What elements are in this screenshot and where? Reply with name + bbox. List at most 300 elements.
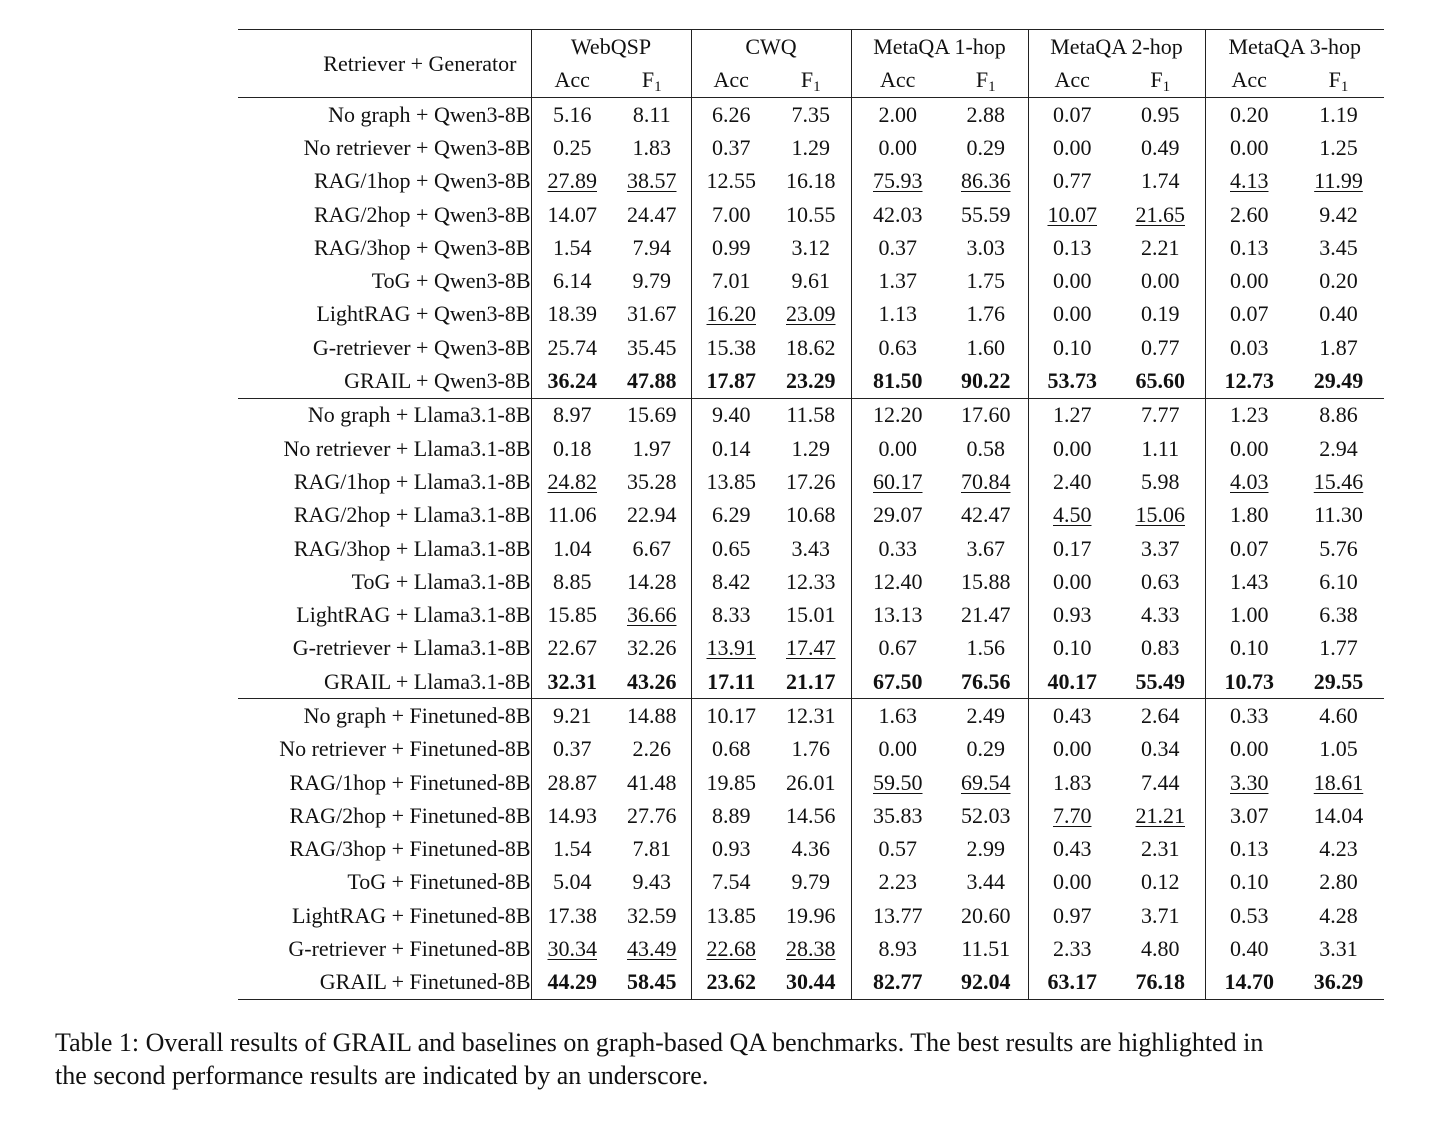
value-cell bbox=[691, 899, 771, 932]
value-cell bbox=[851, 966, 944, 1000]
value-text: 22.67 bbox=[547, 635, 597, 661]
table-row bbox=[238, 565, 1384, 598]
value-cell bbox=[1293, 131, 1384, 164]
value-text: 15.88 bbox=[961, 568, 1011, 594]
value-text: 16.18 bbox=[786, 168, 836, 194]
value-cell bbox=[1028, 198, 1116, 231]
value-text: 65.60 bbox=[1135, 368, 1185, 394]
value-text: 41.48 bbox=[627, 769, 677, 795]
value-text: 0.49 bbox=[1141, 134, 1180, 160]
method-cell: LightRAG + Qwen3-8B bbox=[238, 298, 531, 331]
table-row bbox=[238, 866, 1384, 899]
value-cell bbox=[1293, 733, 1384, 766]
value-text: 7.54 bbox=[712, 869, 751, 895]
value-cell bbox=[944, 231, 1028, 264]
value-text: 3.30 bbox=[1230, 769, 1269, 795]
value-text: 0.17 bbox=[1053, 535, 1092, 561]
value-text: 11.58 bbox=[786, 402, 836, 428]
value-cell bbox=[531, 131, 613, 164]
value-cell bbox=[851, 598, 944, 631]
value-text: 1.00 bbox=[1230, 602, 1269, 628]
value-cell bbox=[691, 632, 771, 665]
value-text: 76.56 bbox=[961, 668, 1011, 694]
value-text: 12.33 bbox=[786, 568, 836, 594]
value-cell bbox=[531, 98, 613, 132]
metric-f-label: F bbox=[975, 67, 989, 92]
value-text: 7.94 bbox=[632, 234, 671, 260]
value-text: 13.91 bbox=[706, 635, 756, 661]
value-text: 0.95 bbox=[1141, 101, 1180, 127]
value-cell bbox=[531, 432, 613, 465]
value-cell bbox=[531, 264, 613, 297]
value-text: 17.60 bbox=[961, 402, 1011, 428]
value-text: 35.28 bbox=[627, 468, 677, 494]
value-text: 38.57 bbox=[627, 168, 677, 194]
method-cell: RAG/3hop + Finetuned-8B bbox=[238, 833, 531, 866]
value-text: 1.80 bbox=[1230, 502, 1269, 528]
table-row bbox=[238, 298, 1384, 331]
value-text: 4.50 bbox=[1053, 502, 1092, 528]
value-cell bbox=[1028, 833, 1116, 866]
value-text: 11.06 bbox=[547, 502, 597, 528]
value-cell bbox=[1028, 131, 1116, 164]
value-cell bbox=[1028, 733, 1116, 766]
value-text: 0.37 bbox=[553, 736, 592, 762]
value-cell bbox=[1293, 699, 1384, 733]
value-text: 0.00 bbox=[1230, 736, 1269, 762]
value-cell bbox=[691, 799, 771, 832]
table-row bbox=[238, 231, 1384, 264]
value-cell bbox=[691, 665, 771, 699]
metric-header-f1 bbox=[1116, 63, 1205, 98]
value-cell bbox=[1293, 766, 1384, 799]
value-text: 4.13 bbox=[1230, 168, 1269, 194]
value-cell bbox=[1293, 932, 1384, 965]
value-text: 10.73 bbox=[1224, 668, 1274, 694]
table-header bbox=[238, 30, 1384, 98]
value-cell bbox=[531, 465, 613, 498]
value-cell bbox=[771, 733, 851, 766]
value-text: 3.71 bbox=[1141, 902, 1180, 928]
value-cell bbox=[851, 398, 944, 432]
value-text: 0.83 bbox=[1141, 635, 1180, 661]
value-cell bbox=[1205, 532, 1293, 565]
value-text: 1.04 bbox=[553, 535, 592, 561]
value-cell bbox=[1205, 632, 1293, 665]
value-cell bbox=[613, 98, 691, 132]
value-cell bbox=[531, 799, 613, 832]
value-text: 8.42 bbox=[712, 568, 751, 594]
value-cell bbox=[944, 364, 1028, 398]
value-text: 0.29 bbox=[966, 134, 1005, 160]
value-text: 13.77 bbox=[873, 902, 923, 928]
value-text: 0.07 bbox=[1230, 535, 1269, 561]
value-cell bbox=[944, 699, 1028, 733]
value-text: 12.55 bbox=[706, 168, 756, 194]
value-cell bbox=[691, 532, 771, 565]
value-cell bbox=[1293, 465, 1384, 498]
value-text: 29.49 bbox=[1313, 368, 1364, 394]
value-cell bbox=[1205, 364, 1293, 398]
value-cell bbox=[1028, 632, 1116, 665]
table-row bbox=[238, 632, 1384, 665]
table-row bbox=[238, 364, 1384, 398]
value-text: 27.76 bbox=[627, 802, 677, 828]
value-cell bbox=[691, 499, 771, 532]
value-cell bbox=[944, 331, 1028, 364]
value-text: 21.17 bbox=[786, 668, 836, 694]
method-cell: RAG/2hop + Qwen3-8B bbox=[238, 198, 531, 231]
table-row bbox=[238, 165, 1384, 198]
table-row bbox=[238, 665, 1384, 699]
value-text: 8.93 bbox=[878, 936, 917, 962]
table-row bbox=[238, 699, 1384, 733]
value-cell bbox=[1205, 833, 1293, 866]
value-text: 75.93 bbox=[873, 168, 923, 194]
value-text: 0.43 bbox=[1053, 836, 1092, 862]
value-text: 0.93 bbox=[1053, 602, 1092, 628]
value-cell bbox=[851, 532, 944, 565]
value-cell bbox=[531, 665, 613, 699]
value-cell bbox=[851, 565, 944, 598]
value-text: 13.85 bbox=[706, 468, 756, 494]
value-cell bbox=[1293, 532, 1384, 565]
value-cell bbox=[1028, 866, 1116, 899]
value-text: 2.40 bbox=[1053, 468, 1092, 494]
value-cell bbox=[1293, 833, 1384, 866]
metric-header-f1 bbox=[771, 63, 851, 98]
value-cell bbox=[1293, 231, 1384, 264]
value-text: 0.00 bbox=[878, 435, 917, 461]
value-cell bbox=[531, 499, 613, 532]
method-cell: G-retriever + Finetuned-8B bbox=[238, 932, 531, 965]
value-cell bbox=[1205, 966, 1293, 1000]
value-cell bbox=[944, 532, 1028, 565]
value-cell bbox=[1028, 298, 1116, 331]
value-cell bbox=[613, 331, 691, 364]
value-text: 0.34 bbox=[1141, 736, 1180, 762]
value-cell bbox=[944, 432, 1028, 465]
value-cell bbox=[1293, 799, 1384, 832]
value-text: 8.86 bbox=[1319, 402, 1358, 428]
value-cell bbox=[613, 565, 691, 598]
value-cell bbox=[691, 264, 771, 297]
value-text: 9.43 bbox=[632, 869, 671, 895]
value-text: 0.43 bbox=[1053, 702, 1092, 728]
value-text: 8.33 bbox=[712, 602, 751, 628]
value-cell bbox=[1293, 866, 1384, 899]
value-text: 3.45 bbox=[1319, 234, 1358, 260]
value-text: 4.60 bbox=[1319, 702, 1358, 728]
value-text: 0.58 bbox=[966, 435, 1005, 461]
value-text: 5.16 bbox=[553, 101, 592, 127]
value-text: 6.26 bbox=[712, 101, 751, 127]
value-text: 0.19 bbox=[1141, 301, 1180, 327]
value-text: 11.99 bbox=[1314, 168, 1363, 194]
value-text: 4.23 bbox=[1319, 836, 1358, 862]
method-cell: LightRAG + Llama3.1-8B bbox=[238, 598, 531, 631]
value-text: 92.04 bbox=[961, 969, 1011, 995]
value-cell bbox=[771, 131, 851, 164]
value-cell bbox=[691, 131, 771, 164]
value-cell bbox=[531, 165, 613, 198]
value-cell bbox=[531, 899, 613, 932]
value-cell bbox=[1116, 766, 1205, 799]
method-cell: LightRAG + Finetuned-8B bbox=[238, 899, 531, 932]
method-cell: No retriever + Qwen3-8B bbox=[238, 131, 531, 164]
method-cell: RAG/2hop + Llama3.1-8B bbox=[238, 499, 531, 532]
value-cell bbox=[1028, 766, 1116, 799]
value-cell bbox=[771, 565, 851, 598]
value-text: 1.76 bbox=[791, 736, 830, 762]
value-cell bbox=[1028, 264, 1116, 297]
value-text: 2.80 bbox=[1319, 869, 1358, 895]
value-text: 31.67 bbox=[627, 301, 677, 327]
value-text: 15.69 bbox=[627, 402, 677, 428]
value-cell bbox=[771, 932, 851, 965]
value-cell bbox=[1293, 398, 1384, 432]
value-text: 7.00 bbox=[712, 201, 751, 227]
value-text: 69.54 bbox=[961, 769, 1011, 795]
value-text: 0.00 bbox=[1141, 268, 1180, 294]
value-text: 0.93 bbox=[712, 836, 751, 862]
value-cell bbox=[851, 98, 944, 132]
value-cell bbox=[851, 766, 944, 799]
value-text: 0.00 bbox=[878, 134, 917, 160]
value-cell bbox=[771, 866, 851, 899]
value-cell bbox=[613, 598, 691, 631]
value-text: 0.03 bbox=[1230, 334, 1269, 360]
value-text: 1.77 bbox=[1319, 635, 1358, 661]
table-row bbox=[238, 499, 1384, 532]
value-text: 14.56 bbox=[786, 802, 836, 828]
value-text: 18.39 bbox=[547, 301, 597, 327]
table-row bbox=[238, 465, 1384, 498]
value-cell bbox=[1116, 598, 1205, 631]
value-cell bbox=[691, 699, 771, 733]
value-text: 0.77 bbox=[1141, 334, 1180, 360]
metric-f-subscript: 1 bbox=[813, 79, 821, 95]
value-text: 0.77 bbox=[1053, 168, 1092, 194]
value-text: 17.47 bbox=[786, 635, 836, 661]
value-text: 2.64 bbox=[1141, 702, 1180, 728]
value-text: 2.49 bbox=[966, 702, 1005, 728]
value-cell bbox=[1293, 264, 1384, 297]
value-text: 15.06 bbox=[1135, 502, 1185, 528]
dataset-header: MetaQA 1-hop bbox=[851, 30, 1028, 64]
value-text: 42.03 bbox=[873, 201, 923, 227]
value-cell bbox=[691, 966, 771, 1000]
value-cell bbox=[1116, 833, 1205, 866]
value-text: 3.07 bbox=[1230, 802, 1269, 828]
method-cell: ToG + Finetuned-8B bbox=[238, 866, 531, 899]
value-text: 0.97 bbox=[1053, 902, 1092, 928]
value-cell bbox=[851, 699, 944, 733]
value-cell bbox=[851, 932, 944, 965]
value-cell bbox=[691, 98, 771, 132]
value-cell bbox=[613, 699, 691, 733]
value-text: 86.36 bbox=[961, 168, 1011, 194]
value-cell bbox=[531, 598, 613, 631]
value-text: 0.18 bbox=[553, 435, 592, 461]
dataset-header: MetaQA 3-hop bbox=[1228, 33, 1362, 59]
value-cell bbox=[1116, 198, 1205, 231]
table-row bbox=[238, 398, 1384, 432]
value-text: 1.76 bbox=[966, 301, 1005, 327]
value-cell bbox=[851, 432, 944, 465]
value-text: 27.89 bbox=[547, 168, 597, 194]
value-cell bbox=[851, 331, 944, 364]
header-row-datasets bbox=[238, 30, 1384, 64]
value-text: 0.00 bbox=[1053, 301, 1092, 327]
value-cell bbox=[613, 198, 691, 231]
value-text: 14.93 bbox=[547, 802, 597, 828]
value-cell bbox=[771, 899, 851, 932]
metric-f-subscript: 1 bbox=[1340, 79, 1349, 95]
table-row bbox=[238, 264, 1384, 297]
value-text: 2.94 bbox=[1319, 435, 1358, 461]
value-cell bbox=[613, 966, 691, 1000]
value-text: 12.31 bbox=[786, 702, 836, 728]
value-cell bbox=[691, 398, 771, 432]
value-text: 0.00 bbox=[1053, 568, 1092, 594]
value-text: 0.07 bbox=[1053, 101, 1092, 127]
value-cell bbox=[1116, 699, 1205, 733]
value-cell bbox=[691, 231, 771, 264]
value-text: 8.89 bbox=[712, 802, 751, 828]
value-text: 14.28 bbox=[627, 568, 677, 594]
value-cell bbox=[531, 833, 613, 866]
method-cell: No graph + Finetuned-8B bbox=[238, 699, 531, 733]
value-cell bbox=[1116, 331, 1205, 364]
value-text: 24.47 bbox=[627, 201, 677, 227]
value-text: 0.20 bbox=[1319, 268, 1358, 294]
value-cell bbox=[1293, 432, 1384, 465]
value-cell bbox=[1205, 899, 1293, 932]
value-cell bbox=[691, 198, 771, 231]
value-text: 0.00 bbox=[878, 736, 917, 762]
value-text: 21.47 bbox=[961, 602, 1011, 628]
value-text: 0.65 bbox=[712, 535, 751, 561]
value-text: 19.96 bbox=[786, 902, 836, 928]
value-text: 3.37 bbox=[1141, 535, 1180, 561]
value-text: 1.74 bbox=[1141, 168, 1180, 194]
value-text: 15.85 bbox=[547, 602, 597, 628]
value-text: 25.74 bbox=[547, 334, 597, 360]
value-cell bbox=[1028, 932, 1116, 965]
value-cell bbox=[944, 165, 1028, 198]
value-cell bbox=[1293, 165, 1384, 198]
value-text: 28.87 bbox=[547, 769, 597, 795]
value-cell bbox=[944, 298, 1028, 331]
value-text: 42.47 bbox=[961, 502, 1011, 528]
value-cell bbox=[851, 866, 944, 899]
method-cell: No graph + Qwen3-8B bbox=[238, 98, 531, 132]
value-text: 7.70 bbox=[1053, 802, 1092, 828]
value-cell bbox=[691, 331, 771, 364]
value-text: 15.01 bbox=[786, 602, 836, 628]
value-cell bbox=[1028, 165, 1116, 198]
value-text: 60.17 bbox=[873, 468, 923, 494]
value-cell bbox=[1116, 966, 1205, 1000]
value-text: 36.66 bbox=[627, 602, 677, 628]
value-cell bbox=[1293, 364, 1384, 398]
value-text: 0.07 bbox=[1230, 301, 1269, 327]
value-cell bbox=[613, 398, 691, 432]
value-cell bbox=[1205, 432, 1293, 465]
method-cell: G-retriever + Llama3.1-8B bbox=[238, 632, 531, 665]
method-cell: GRAIL + Finetuned-8B bbox=[238, 966, 531, 1000]
value-text: 0.33 bbox=[878, 535, 917, 561]
table-body bbox=[238, 98, 1384, 1000]
value-text: 4.80 bbox=[1141, 936, 1180, 962]
value-cell bbox=[691, 733, 771, 766]
value-text: 90.22 bbox=[961, 368, 1011, 394]
value-cell bbox=[1116, 465, 1205, 498]
value-text: 55.59 bbox=[961, 201, 1011, 227]
value-text: 1.83 bbox=[632, 134, 671, 160]
value-cell bbox=[531, 331, 613, 364]
value-text: 0.00 bbox=[1053, 268, 1092, 294]
value-cell bbox=[531, 231, 613, 264]
metric-header-f1 bbox=[613, 63, 691, 98]
metric-f-subscript: 1 bbox=[654, 79, 662, 95]
metric-f-label: F bbox=[641, 67, 655, 92]
value-text: 0.37 bbox=[712, 134, 751, 160]
value-cell bbox=[691, 598, 771, 631]
value-text: 14.88 bbox=[627, 702, 677, 728]
value-text: 0.10 bbox=[1053, 334, 1092, 360]
value-text: 0.99 bbox=[712, 234, 751, 260]
value-cell bbox=[771, 364, 851, 398]
metric-f-label: F bbox=[1150, 67, 1163, 92]
value-cell bbox=[1293, 331, 1384, 364]
dataset-header: WebQSP bbox=[531, 30, 691, 64]
value-text: 0.13 bbox=[1230, 836, 1269, 862]
value-text: 36.24 bbox=[547, 368, 597, 394]
table-row bbox=[238, 598, 1384, 631]
value-text: 19.85 bbox=[706, 769, 756, 795]
value-text: 12.40 bbox=[873, 568, 923, 594]
value-text: 0.67 bbox=[878, 635, 917, 661]
value-text: 2.21 bbox=[1141, 234, 1180, 260]
value-cell bbox=[613, 298, 691, 331]
value-cell bbox=[613, 499, 691, 532]
value-cell bbox=[1028, 98, 1116, 132]
value-cell bbox=[531, 733, 613, 766]
value-cell bbox=[1205, 98, 1293, 132]
value-text: 8.97 bbox=[553, 402, 592, 428]
value-text: 5.98 bbox=[1141, 468, 1180, 494]
value-cell bbox=[944, 665, 1028, 699]
value-cell bbox=[1028, 699, 1116, 733]
value-cell bbox=[613, 465, 691, 498]
value-text: 3.12 bbox=[791, 234, 830, 260]
value-text: 32.26 bbox=[627, 635, 677, 661]
value-cell bbox=[691, 364, 771, 398]
value-cell bbox=[944, 98, 1028, 132]
value-text: 4.36 bbox=[791, 836, 830, 862]
value-cell bbox=[1028, 432, 1116, 465]
value-cell bbox=[944, 632, 1028, 665]
value-cell bbox=[944, 465, 1028, 498]
value-text: 23.29 bbox=[786, 368, 836, 394]
value-cell bbox=[771, 799, 851, 832]
value-text: 0.25 bbox=[553, 134, 592, 160]
value-text: 0.00 bbox=[1053, 736, 1092, 762]
value-text: 1.60 bbox=[966, 334, 1005, 360]
table-row bbox=[238, 932, 1384, 965]
